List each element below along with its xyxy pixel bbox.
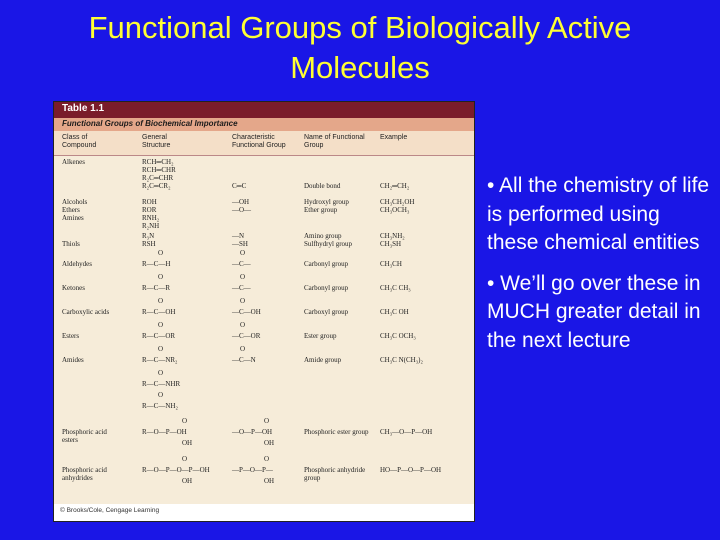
table-label-bar bbox=[54, 102, 474, 118]
header-name: Name of Functional Group bbox=[304, 134, 365, 149]
table-label: Table 1.1 bbox=[62, 103, 105, 114]
table-cell-name: Double bond bbox=[304, 182, 341, 190]
table-cell-cls: Aldehydes bbox=[62, 260, 92, 268]
table-cell-example: CH₃SH bbox=[380, 240, 402, 248]
table-cell-example: CH₃NH₂ bbox=[380, 232, 405, 240]
table-cell-cls: Alkenes bbox=[62, 158, 85, 166]
table-cell-structure: R—C—NHR bbox=[142, 380, 181, 388]
table-cell-group: —C— bbox=[232, 260, 251, 268]
phosphoryl-oxygen: O bbox=[264, 417, 270, 425]
table-cell-structure: R—O—P—O—P—OH bbox=[142, 466, 210, 474]
table-cell-structure: RCH═CH₂ bbox=[142, 158, 174, 166]
table-cell-name: Phosphoric anhydride group bbox=[304, 466, 366, 482]
table-cell-group: —C—OH bbox=[232, 308, 261, 316]
phosphoryl-oxygen: O bbox=[264, 455, 270, 463]
table-cell-structure: ROR bbox=[142, 206, 157, 214]
table-cell-example: CH₂═CH₂ bbox=[380, 182, 410, 190]
table-cell-name: Amide group bbox=[304, 356, 342, 364]
table-cell-name: Ether group bbox=[304, 206, 338, 214]
table-cell-structure: R—C—NH₂ bbox=[142, 402, 178, 410]
table-cell-example: CH₃C CH₃ bbox=[380, 284, 411, 292]
table-cell-group: —O—P—OH bbox=[232, 428, 273, 436]
table-cell-example: HO—P—O—P—OH bbox=[380, 466, 442, 474]
phosphate-hydroxyl: OH bbox=[264, 477, 275, 485]
phosphoryl-oxygen: O bbox=[182, 455, 188, 463]
table-cell-example: CH₃CH bbox=[380, 260, 402, 268]
bullet-2: • We’ll go over these in MUCH greater detail in the next lecture bbox=[487, 271, 701, 352]
table-cell-structure: R₂C═CR₂ bbox=[142, 182, 171, 190]
table-cell-cls: Ethers bbox=[62, 206, 80, 214]
table-caption: Functional Groups of Biochemical Importance bbox=[62, 119, 238, 128]
table-cell-example: CH₃C OCH₃ bbox=[380, 332, 416, 340]
table-cell-structure: R—C—H bbox=[142, 260, 171, 268]
header-class: Class of Compound bbox=[62, 134, 97, 149]
carbonyl-oxygen: O bbox=[240, 297, 246, 305]
table-cell-name: Amino group bbox=[304, 232, 342, 240]
header-example: Example bbox=[380, 134, 408, 141]
table-body bbox=[54, 156, 474, 504]
table-cell-group: —SH bbox=[232, 240, 248, 248]
carbonyl-oxygen: O bbox=[158, 345, 164, 353]
table-cell-structure: R—O—P—OH bbox=[142, 428, 187, 436]
table-cell-cls: Phosphoric acid anhydrides bbox=[62, 466, 107, 482]
table-cell-structure: RSH bbox=[142, 240, 156, 248]
carbonyl-oxygen: O bbox=[158, 297, 164, 305]
carbonyl-oxygen: O bbox=[240, 345, 246, 353]
carbonyl-oxygen: O bbox=[240, 249, 246, 257]
table-cell-cls: Amides bbox=[62, 356, 84, 364]
table-caption-bar bbox=[54, 118, 474, 131]
table-cell-cls: Ketones bbox=[62, 284, 85, 292]
table-cell-structure: R—C—OH bbox=[142, 308, 176, 316]
table-cell-structure: RCH═CHR bbox=[142, 166, 176, 174]
table-cell-example: CH₃OCH₃ bbox=[380, 206, 410, 214]
table-cell-structure: R₂C═CHR bbox=[142, 174, 174, 182]
header-structure: General Structure bbox=[142, 134, 171, 149]
table-cell-structure: RNH₂ bbox=[142, 214, 160, 222]
table-cell-example: CH₃C OH bbox=[380, 308, 409, 316]
table-cell-name: Sulfhydryl group bbox=[304, 240, 353, 248]
table-cell-group: C═C bbox=[232, 182, 247, 190]
phosphate-hydroxyl: OH bbox=[182, 439, 193, 447]
table-cell-group: —C—OR bbox=[232, 332, 261, 340]
table-cell-structure: R₂NH bbox=[142, 222, 160, 230]
table-cell-structure: ROH bbox=[142, 198, 157, 206]
table-cell-structure: R—C—OR bbox=[142, 332, 176, 340]
table-cell-group: —O— bbox=[232, 206, 252, 214]
table-cell-name: Hydroxyl group bbox=[304, 198, 349, 206]
table-cell-group: —OH bbox=[232, 198, 250, 206]
table-cell-cls: Amines bbox=[62, 214, 84, 222]
table-cell-cls: Esters bbox=[62, 332, 80, 340]
phosphate-hydroxyl: OH bbox=[182, 477, 193, 485]
table-cell-structure: R₃N bbox=[142, 232, 155, 240]
phosphate-hydroxyl: OH bbox=[264, 439, 275, 447]
table-cell-example: CH₃CH₂OH bbox=[380, 198, 415, 206]
table-cell-group: —N bbox=[232, 232, 245, 240]
table-cell-name: Phosphoric ester group bbox=[304, 428, 369, 436]
bullet-1: • All the chemistry of life is performed using these chemical entities bbox=[487, 174, 710, 254]
carbonyl-oxygen: O bbox=[240, 321, 246, 329]
table-cell-example: CH₃—O—P—OH bbox=[380, 428, 433, 436]
carbonyl-oxygen: O bbox=[158, 321, 164, 329]
table-cell-name: Carboxyl group bbox=[304, 308, 349, 316]
table-cell-name: Ester group bbox=[304, 332, 337, 340]
carbonyl-oxygen: O bbox=[158, 249, 164, 257]
table-cell-cls: Alcohols bbox=[62, 198, 88, 206]
table-cell-cls: Carboxylic acids bbox=[62, 308, 110, 316]
table-cell-name: Carbonyl group bbox=[304, 284, 349, 292]
carbonyl-oxygen: O bbox=[240, 273, 246, 281]
carbonyl-oxygen: O bbox=[158, 369, 164, 377]
table-footer: © Brooks/Cole, Cengage Learning bbox=[60, 507, 160, 514]
table-cell-cls: Phosphoric acid esters bbox=[62, 428, 107, 444]
carbonyl-oxygen: O bbox=[158, 391, 164, 399]
header-group: Characteristic Functional Group bbox=[232, 134, 286, 149]
bullet-list bbox=[487, 172, 712, 367]
table-cell-cls: Thiols bbox=[62, 240, 80, 248]
table-cell-name: Carbonyl group bbox=[304, 260, 349, 268]
table-cell-group: —C— bbox=[232, 284, 251, 292]
table-cell-group: —P—O—P— bbox=[232, 466, 273, 474]
table-image bbox=[53, 101, 475, 522]
table-cell-structure: R—C—R bbox=[142, 284, 171, 292]
table-cell-example: CH₃C N(CH₃)₂ bbox=[380, 356, 423, 364]
table-cell-structure: R—C—NR₂ bbox=[142, 356, 178, 364]
table-header bbox=[54, 131, 474, 156]
slide-title: Functional Groups of Biologically Active Molecules bbox=[88, 10, 632, 85]
table-cell-group: —C—N bbox=[232, 356, 256, 364]
carbonyl-oxygen: O bbox=[158, 273, 164, 281]
phosphoryl-oxygen: O bbox=[182, 417, 188, 425]
